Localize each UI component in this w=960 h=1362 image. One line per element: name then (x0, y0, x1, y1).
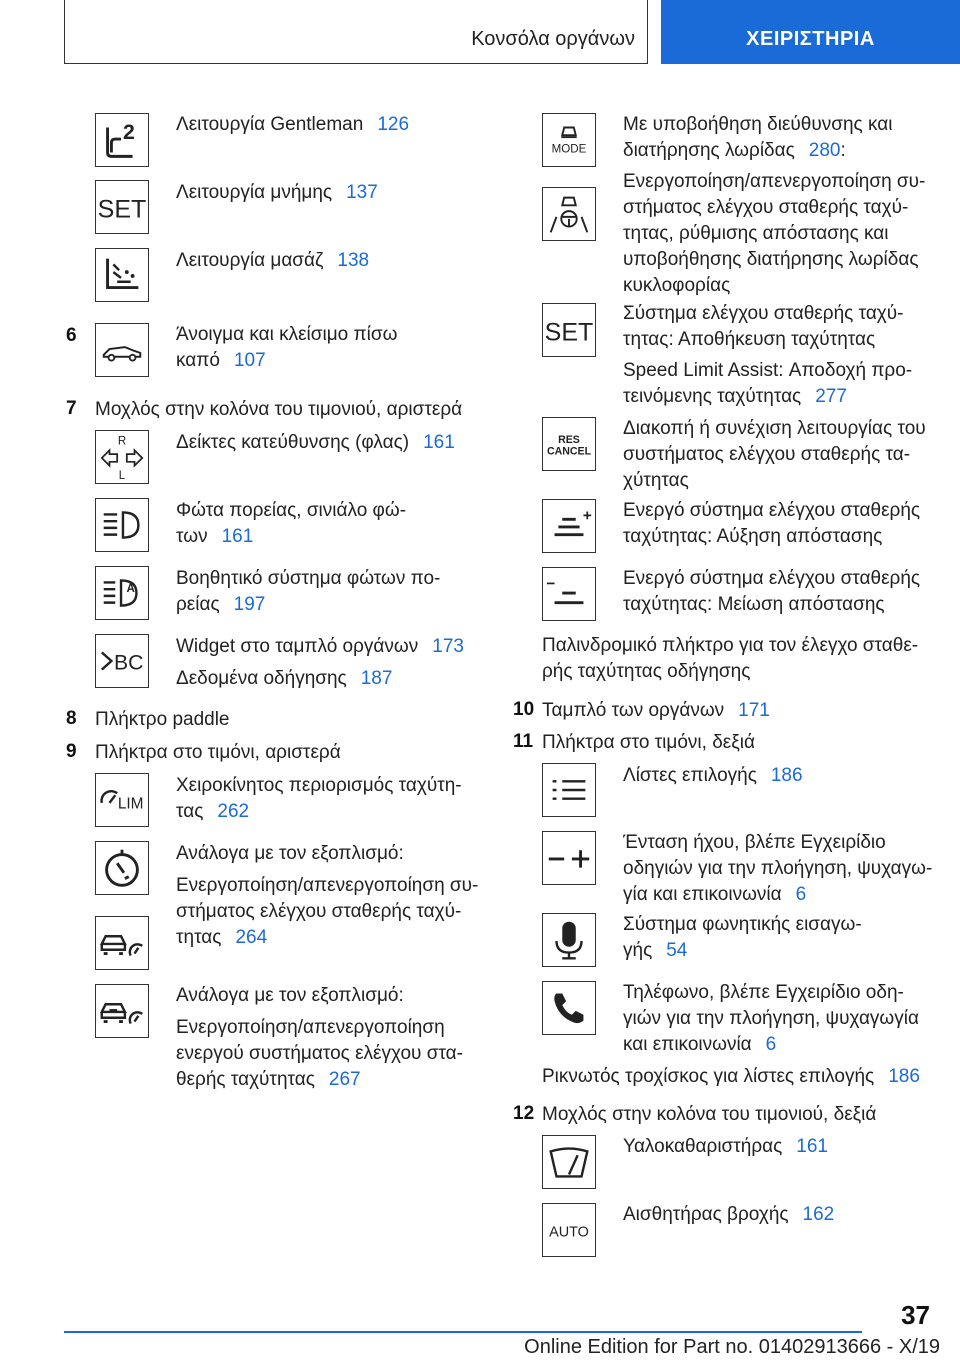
svg-text:MODE: MODE (551, 143, 587, 156)
page-link[interactable]: 187 (360, 668, 393, 689)
page-link[interactable]: 54 (666, 940, 688, 961)
auto-icon (542, 1203, 596, 1257)
speed-limit-text: Speed Limit Assist: Αποδοχή προ- τεινόμενης ταχύτητας 277 (623, 360, 913, 407)
item-number: 12 (513, 1103, 535, 1124)
svg-text:BC: BC (114, 651, 144, 675)
instrument-cluster-text: Ταμπλό των οργάνων 171 (542, 700, 770, 721)
item-number: 10 (513, 699, 535, 720)
phone-text: Τηλέφωνο, βλέπε Εγχειρίδιο οδη- γιών για την πλοήγηση, ψυχαγωγία και επικοινωνία 6 (623, 982, 919, 1055)
paddle-text: Πλήκτρο paddle (95, 709, 230, 730)
page-link[interactable]: 161 (796, 1136, 828, 1157)
rain-sensor-text: Αισθητήρας βροχής 162 (623, 1204, 835, 1225)
page-link[interactable]: 186 (770, 765, 803, 786)
page-link[interactable]: 280 (808, 140, 841, 161)
page-link[interactable]: 137 (346, 182, 378, 203)
speed-limiter-icon (95, 773, 149, 827)
item-number: 7 (66, 398, 77, 419)
mode-icon (542, 113, 596, 167)
right-wheel-buttons-text: Πλήκτρα στο τιμόνι, δεξιά (542, 732, 755, 753)
page-link[interactable]: 161 (423, 432, 455, 453)
distance-plus-text: Ενεργό σύστημα ελέγχου σταθερής ταχύτητας: Αύξηση απόστασης (623, 500, 921, 547)
item-number: 6 (66, 325, 77, 346)
page-link[interactable]: 138 (337, 250, 370, 271)
memory-text: Λειτουργία μνήμης 137 (176, 182, 378, 203)
svg-text:SET: SET (97, 195, 147, 224)
lights-text: Φώτα πορείας, σινιάλο φώ- των 161 (176, 500, 407, 547)
turn-signal-icon (95, 430, 149, 484)
volume-icon (542, 831, 596, 885)
distance-minus-text: Ενεργό σύστημα ελέγχου σταθερής ταχύτητας: Μείωση απόστασης (623, 568, 921, 615)
left-wheel-buttons-text: Πλήκτρα στο τιμόνι, αριστερά (95, 742, 341, 763)
trunk-text: Άνοιγμα και κλείσιμο πίσω καπό 107 (176, 324, 398, 371)
mode-text: Με υποβοήθηση διεύθυνσης και διατήρησης λωρίδας 280: (623, 114, 893, 161)
cruise-text: Ενεργοποίηση/απενεργοποίηση συ- στήματος ελέγχου σταθερής ταχύ- τητας 264 (176, 875, 479, 948)
page-link[interactable]: 173 (432, 636, 464, 657)
cruise-control-icon (95, 841, 149, 895)
item-number: 8 (66, 708, 77, 729)
voice-text: Σύστημα φωνητικής εισαγω- γής 54 (623, 914, 862, 961)
page-link[interactable]: 264 (235, 927, 268, 948)
widget-text: Widget στο ταμπλό οργάνων 173 Δεδομένα οδήγησης 187 (176, 636, 464, 689)
page-link[interactable]: 107 (233, 350, 266, 371)
page-link[interactable]: 162 (802, 1204, 835, 1225)
svg-text:2: 2 (122, 121, 135, 145)
assist-text: Ενεργοποίηση/απενεργοποίηση συ- στήματος ελέγχου σταθερής ταχύ- τητας, ρύθμισης απόστασης και υποβοήθησης διατήρησης λωρίδας κυκλοφορίας (623, 171, 926, 296)
car-trunk-icon (95, 323, 149, 377)
distance-minus-icon (542, 567, 596, 621)
microphone-icon (542, 913, 596, 967)
bc-button-icon (95, 634, 149, 688)
svg-text:A: A (126, 583, 135, 596)
right-stalk-text: Μοχλός στην κολόνα του τιμονιού, δεξιά (542, 1104, 877, 1125)
equipment-note: Ανάλογα με τον εξοπλισμό: (176, 843, 404, 864)
cruise-car-icon (95, 916, 149, 970)
lists-text: Λίστες επιλογής 186 (623, 765, 803, 786)
res-cancel-icon (542, 417, 596, 471)
page-link[interactable]: 126 (377, 114, 410, 135)
page-link[interactable]: 197 (233, 594, 266, 615)
page-link[interactable]: 171 (738, 700, 770, 721)
thumbwheel-text: Ρικνωτός τροχίσκος για λίστες επιλογής 186 (542, 1066, 920, 1087)
massage-text: Λειτουργία μασάζ 138 (176, 250, 370, 271)
list-icon (542, 763, 596, 817)
phone-icon (542, 981, 596, 1035)
wiper-icon (542, 1135, 596, 1189)
page-link[interactable]: 262 (217, 801, 250, 822)
set-icon (95, 180, 149, 234)
svg-text:LIM: LIM (117, 795, 144, 813)
volume-text: Ένταση ήχου, βλέπε Εγχειρίδιο οδηγιών για την πλοήγηση, ψυχαγω- γία και επικοινωνία 6 (623, 832, 933, 905)
svg-text:SET: SET (544, 318, 594, 347)
header-chapter-tab[interactable] (661, 0, 960, 64)
limiter-text: Χειροκίνητος περιορισμός ταχύτη- τας 262 (176, 775, 462, 822)
page-link[interactable]: 6 (765, 1034, 777, 1055)
distance-plus-icon (542, 499, 596, 553)
gentleman-text: Λειτουργία Gentleman 126 (176, 114, 410, 135)
item-number: 9 (66, 741, 77, 762)
seat-massage-icon (95, 248, 149, 302)
chapter-title: ΧΕΙΡΙΣΤΗΡΙΑ (746, 28, 875, 50)
svg-text:CANCEL: CANCEL (546, 445, 592, 458)
edition-text: Online Edition for Part no. 01402913666 - X/19 (524, 1336, 940, 1358)
set-text: Σύστημα ελέγχου σταθερής ταχύ- τητας: Αποθήκευση ταχύτητας (623, 303, 904, 350)
svg-text:R: R (117, 435, 127, 448)
page-link[interactable]: 277 (815, 386, 847, 407)
driving-assist-icon (542, 187, 596, 241)
page-link[interactable]: 267 (328, 1069, 361, 1090)
high-beam-text: Βοηθητικό σύστημα φώτων πο- ρείας 197 (176, 568, 441, 615)
indicators-text: Δείκτες κατεύθυνσης (φλας) 161 (176, 432, 455, 453)
page-number: 37 (901, 1300, 930, 1330)
set-speed-icon (542, 303, 596, 357)
page-link[interactable]: 161 (221, 526, 254, 547)
rocker-text: Παλινδρομικό πλήκτρο για τον έλεγχο σταθε- ρής ταχύτητας οδήγησης (542, 635, 919, 682)
wipers-text: Υαλοκαθαριστήρας 161 (623, 1136, 828, 1157)
equipment-note: Ανάλογα με τον εξοπλισμό: (176, 985, 404, 1006)
active-cruise-icon (95, 984, 149, 1038)
headlight-icon (95, 498, 149, 552)
page-link[interactable]: 6 (795, 884, 807, 905)
active-cruise-text: Ενεργοποίηση/απενεργοποίηση ενεργού συστήματος ελέγχου στα- θερής ταχύτητας 267 (176, 1017, 463, 1090)
section-title: Κονσόλα οργάνων (471, 28, 635, 50)
svg-text:AUTO: AUTO (549, 1224, 589, 1241)
res-text: Διακοπή ή συνέχιση λειτουργίας του συστήματος ελέγχου σταθερής τα- χύτητας (623, 418, 926, 491)
svg-text:L: L (118, 470, 126, 483)
high-beam-assist-icon (95, 566, 149, 620)
footer-rule (64, 1331, 862, 1333)
page-link[interactable]: 186 (888, 1066, 920, 1087)
item-number: 11 (513, 731, 534, 752)
header-section-box (64, 0, 648, 64)
seat-gentleman-icon (95, 113, 149, 167)
svg-text:RES: RES (558, 434, 580, 447)
left-stalk-text: Μοχλός στην κολόνα του τιμονιού, αριστερά (95, 399, 463, 420)
